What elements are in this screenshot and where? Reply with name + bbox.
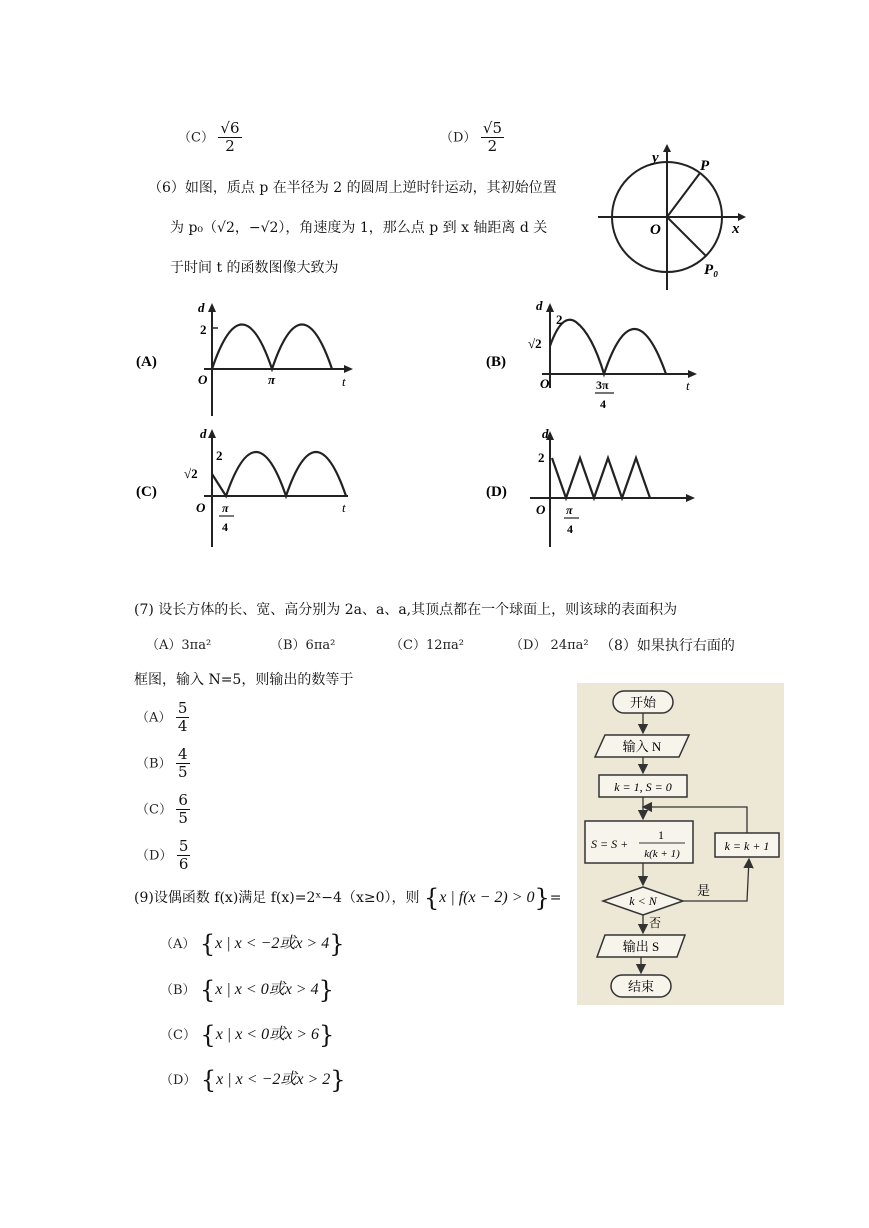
q9-option-c xyxy=(160,1021,335,1049)
graph-b-x-arrow xyxy=(688,370,697,378)
q9-d-set: x | x < −2或x > 2 xyxy=(216,1071,331,1088)
q8-b-den: 5 xyxy=(178,763,188,781)
graph-b-o: O xyxy=(540,376,550,391)
graph-a-t: t xyxy=(342,374,346,389)
circle-y-arrow xyxy=(663,144,671,152)
q8-b-num: 4 xyxy=(178,745,188,763)
graph-c-y-arrow xyxy=(208,429,216,438)
q9-right-brace: } xyxy=(534,884,550,912)
q9-c-lbrace: { xyxy=(200,1021,216,1049)
graph-b-tick-num: 3π xyxy=(596,378,609,392)
graph-d-tick-den: 4 xyxy=(567,522,573,536)
q9-c-rbrace: } xyxy=(319,1021,335,1049)
flow-init-text: k = 1, S = 0 xyxy=(614,780,672,794)
graph-c-curve xyxy=(212,452,346,496)
graph-d-tick-num: π xyxy=(566,503,573,517)
q8-option-d xyxy=(136,838,190,873)
flow-yes-label: 是 xyxy=(697,883,711,898)
graph-b-root2: √2 xyxy=(528,336,542,351)
graph-c-root2: √2 xyxy=(184,466,198,481)
q9-stem xyxy=(134,884,562,912)
q7-option-b: （B）6πa² xyxy=(270,638,336,653)
flow-no-label: 否 xyxy=(649,916,662,930)
circle-label-y: y xyxy=(652,150,659,166)
q8-a-den: 4 xyxy=(177,717,188,735)
q9-stem-text: (9)设偶函数 f(x)满足 f(x)=2ˣ−4（x≥0），则 xyxy=(134,890,420,906)
flow-cond-text: k < N xyxy=(629,894,657,908)
graph-d-label: (D) xyxy=(486,484,507,500)
q8-stem-line2: 框图，输入 N=5，则输出的数等于 xyxy=(134,672,354,688)
q6-circle-figure xyxy=(590,140,765,295)
q8-c-den: 5 xyxy=(178,809,188,827)
graph-c-t: t xyxy=(342,500,346,515)
q9-option-d xyxy=(160,1066,346,1094)
graph-a-o: O xyxy=(198,372,208,387)
flow-update-num: 1 xyxy=(658,828,664,842)
q5-option-c xyxy=(178,120,242,155)
flow-input-text: 输入 N xyxy=(622,739,662,754)
q9-a-set: x | x < −2或x > 4 xyxy=(215,935,330,952)
flow-start-text: 开始 xyxy=(629,695,657,710)
graph-b-tick-den: 4 xyxy=(600,397,606,411)
graph-a-y-arrow xyxy=(208,303,216,312)
q9-stem-set: x | f(x − 2) > 0 xyxy=(439,889,535,906)
graph-d-curve xyxy=(552,458,650,498)
q5-c-fraction xyxy=(218,120,241,155)
q9-d-label: （D） xyxy=(160,1073,197,1088)
graph-c-o: O xyxy=(196,500,206,515)
q8-d-den: 6 xyxy=(178,855,189,873)
flow-output-text: 输出 S xyxy=(622,939,660,954)
graph-d-two: 2 xyxy=(538,450,545,465)
graph-b-d: d xyxy=(536,298,543,313)
q5-c-num: √6 xyxy=(220,119,240,137)
q5-d-den: 2 xyxy=(487,137,498,155)
graph-a-label: (A) xyxy=(136,354,157,370)
circle-label-p: P xyxy=(700,158,710,174)
radius-op xyxy=(667,173,700,217)
q7-option-c: （C）12πa² xyxy=(390,638,464,653)
flow-update-lhs: S = S + xyxy=(591,837,629,851)
q7-option-a: （A）3πa² xyxy=(146,638,212,653)
graph-d xyxy=(480,422,710,550)
q9-a-label: （A） xyxy=(160,937,196,952)
q8-option-b xyxy=(136,746,190,781)
graph-a-d: d xyxy=(198,300,205,315)
circle-label-p0: P₀ xyxy=(704,262,719,278)
graph-b-label: (B) xyxy=(486,354,506,370)
q9-option-b xyxy=(160,976,334,1004)
q9-option-a xyxy=(160,930,345,958)
graph-a xyxy=(130,298,360,418)
graph-d-d: d xyxy=(542,426,549,441)
q9-b-lbrace: { xyxy=(200,976,216,1004)
circle-label-o: O xyxy=(650,222,661,238)
graph-b-t: t xyxy=(686,378,690,393)
q8-d-num: 5 xyxy=(178,837,189,855)
q8-b-fraction xyxy=(176,746,190,781)
q9-c-label: （C） xyxy=(160,1028,196,1043)
graph-d-o: O xyxy=(536,502,546,517)
q9-b-set: x | x < 0或x > 4 xyxy=(215,981,319,998)
flow-yes-arrow xyxy=(683,859,749,901)
graph-c-tick-den: 4 xyxy=(222,520,228,534)
graph-b-curve xyxy=(550,320,666,374)
q9-a-lbrace: { xyxy=(199,930,216,958)
q6-line-3: 于时间 t 的函数图像大致为 xyxy=(170,260,339,276)
q5-option-d xyxy=(440,120,504,155)
graph-c-label: (C) xyxy=(136,484,157,500)
q9-b-label: （B） xyxy=(160,983,196,998)
circle-x-arrow xyxy=(738,213,746,221)
q8-c-label: （C） xyxy=(136,802,172,818)
graph-a-two: 2 xyxy=(200,322,207,337)
q7-option-d: （D） 24πa² xyxy=(510,638,589,653)
graph-c xyxy=(130,422,360,550)
q6-line-2: 为 p₀（√2，−√2），角速度为 1，那么点 p 到 x 轴距离 d 关 xyxy=(170,220,548,236)
graph-a-x-arrow xyxy=(344,365,353,373)
flow-end-text: 结束 xyxy=(627,979,655,994)
q9-d-lbrace: { xyxy=(200,1066,217,1094)
q9-a-rbrace: } xyxy=(329,930,345,958)
q5-d-label: （D） xyxy=(440,130,477,146)
q8-a-fraction xyxy=(176,700,190,735)
q8-d-fraction xyxy=(177,838,191,873)
q7-stem: (7) 设长方体的长、宽、高分别为 2a、a、a,其顶点都在一个球面上，则该球的表面积为 xyxy=(134,602,678,618)
q8-b-label: （B） xyxy=(136,756,172,772)
graph-a-curve xyxy=(212,325,332,370)
graph-b-y-arrow xyxy=(546,303,554,312)
q8-option-c xyxy=(136,792,190,827)
q5-d-num: √5 xyxy=(482,119,502,137)
q8-c-fraction xyxy=(176,792,190,827)
radius-op0 xyxy=(667,217,706,256)
q8-option-a xyxy=(136,700,189,735)
graph-a-pi: π xyxy=(268,372,276,387)
q9-stem-tail: = xyxy=(549,890,562,906)
graph-c-tick-num: π xyxy=(222,501,229,515)
graph-b xyxy=(480,298,710,418)
graph-b-two: 2 xyxy=(556,312,563,327)
q6-line-1: （6）如图，质点 p 在半径为 2 的圆周上逆时针运动，其初始位置 xyxy=(148,180,557,196)
q9-c-set: x | x < 0或x > 6 xyxy=(215,1026,319,1043)
q8-c-num: 6 xyxy=(178,791,188,809)
graph-d-x-arrow xyxy=(686,494,695,502)
q8-d-label: （D） xyxy=(136,848,173,864)
q8-a-label: （A） xyxy=(136,710,172,726)
circle-label-x: x xyxy=(732,221,740,237)
q8-flowchart xyxy=(577,683,784,1005)
flow-incr-text: k = k + 1 xyxy=(724,839,770,853)
graph-c-d: d xyxy=(200,426,207,441)
q9-b-rbrace: } xyxy=(318,976,334,1004)
q9-left-brace: { xyxy=(423,884,440,912)
q8-a-num: 5 xyxy=(177,699,188,717)
q5-c-den: 2 xyxy=(225,137,235,155)
q5-c-label: （C） xyxy=(178,130,214,146)
graph-c-two: 2 xyxy=(216,448,223,463)
q5-d-fraction xyxy=(481,120,504,155)
flow-update-den: k(k + 1) xyxy=(644,848,680,860)
q9-d-rbrace: } xyxy=(330,1066,346,1094)
q8-stem-start: （8）如果执行右面的 xyxy=(600,638,735,654)
